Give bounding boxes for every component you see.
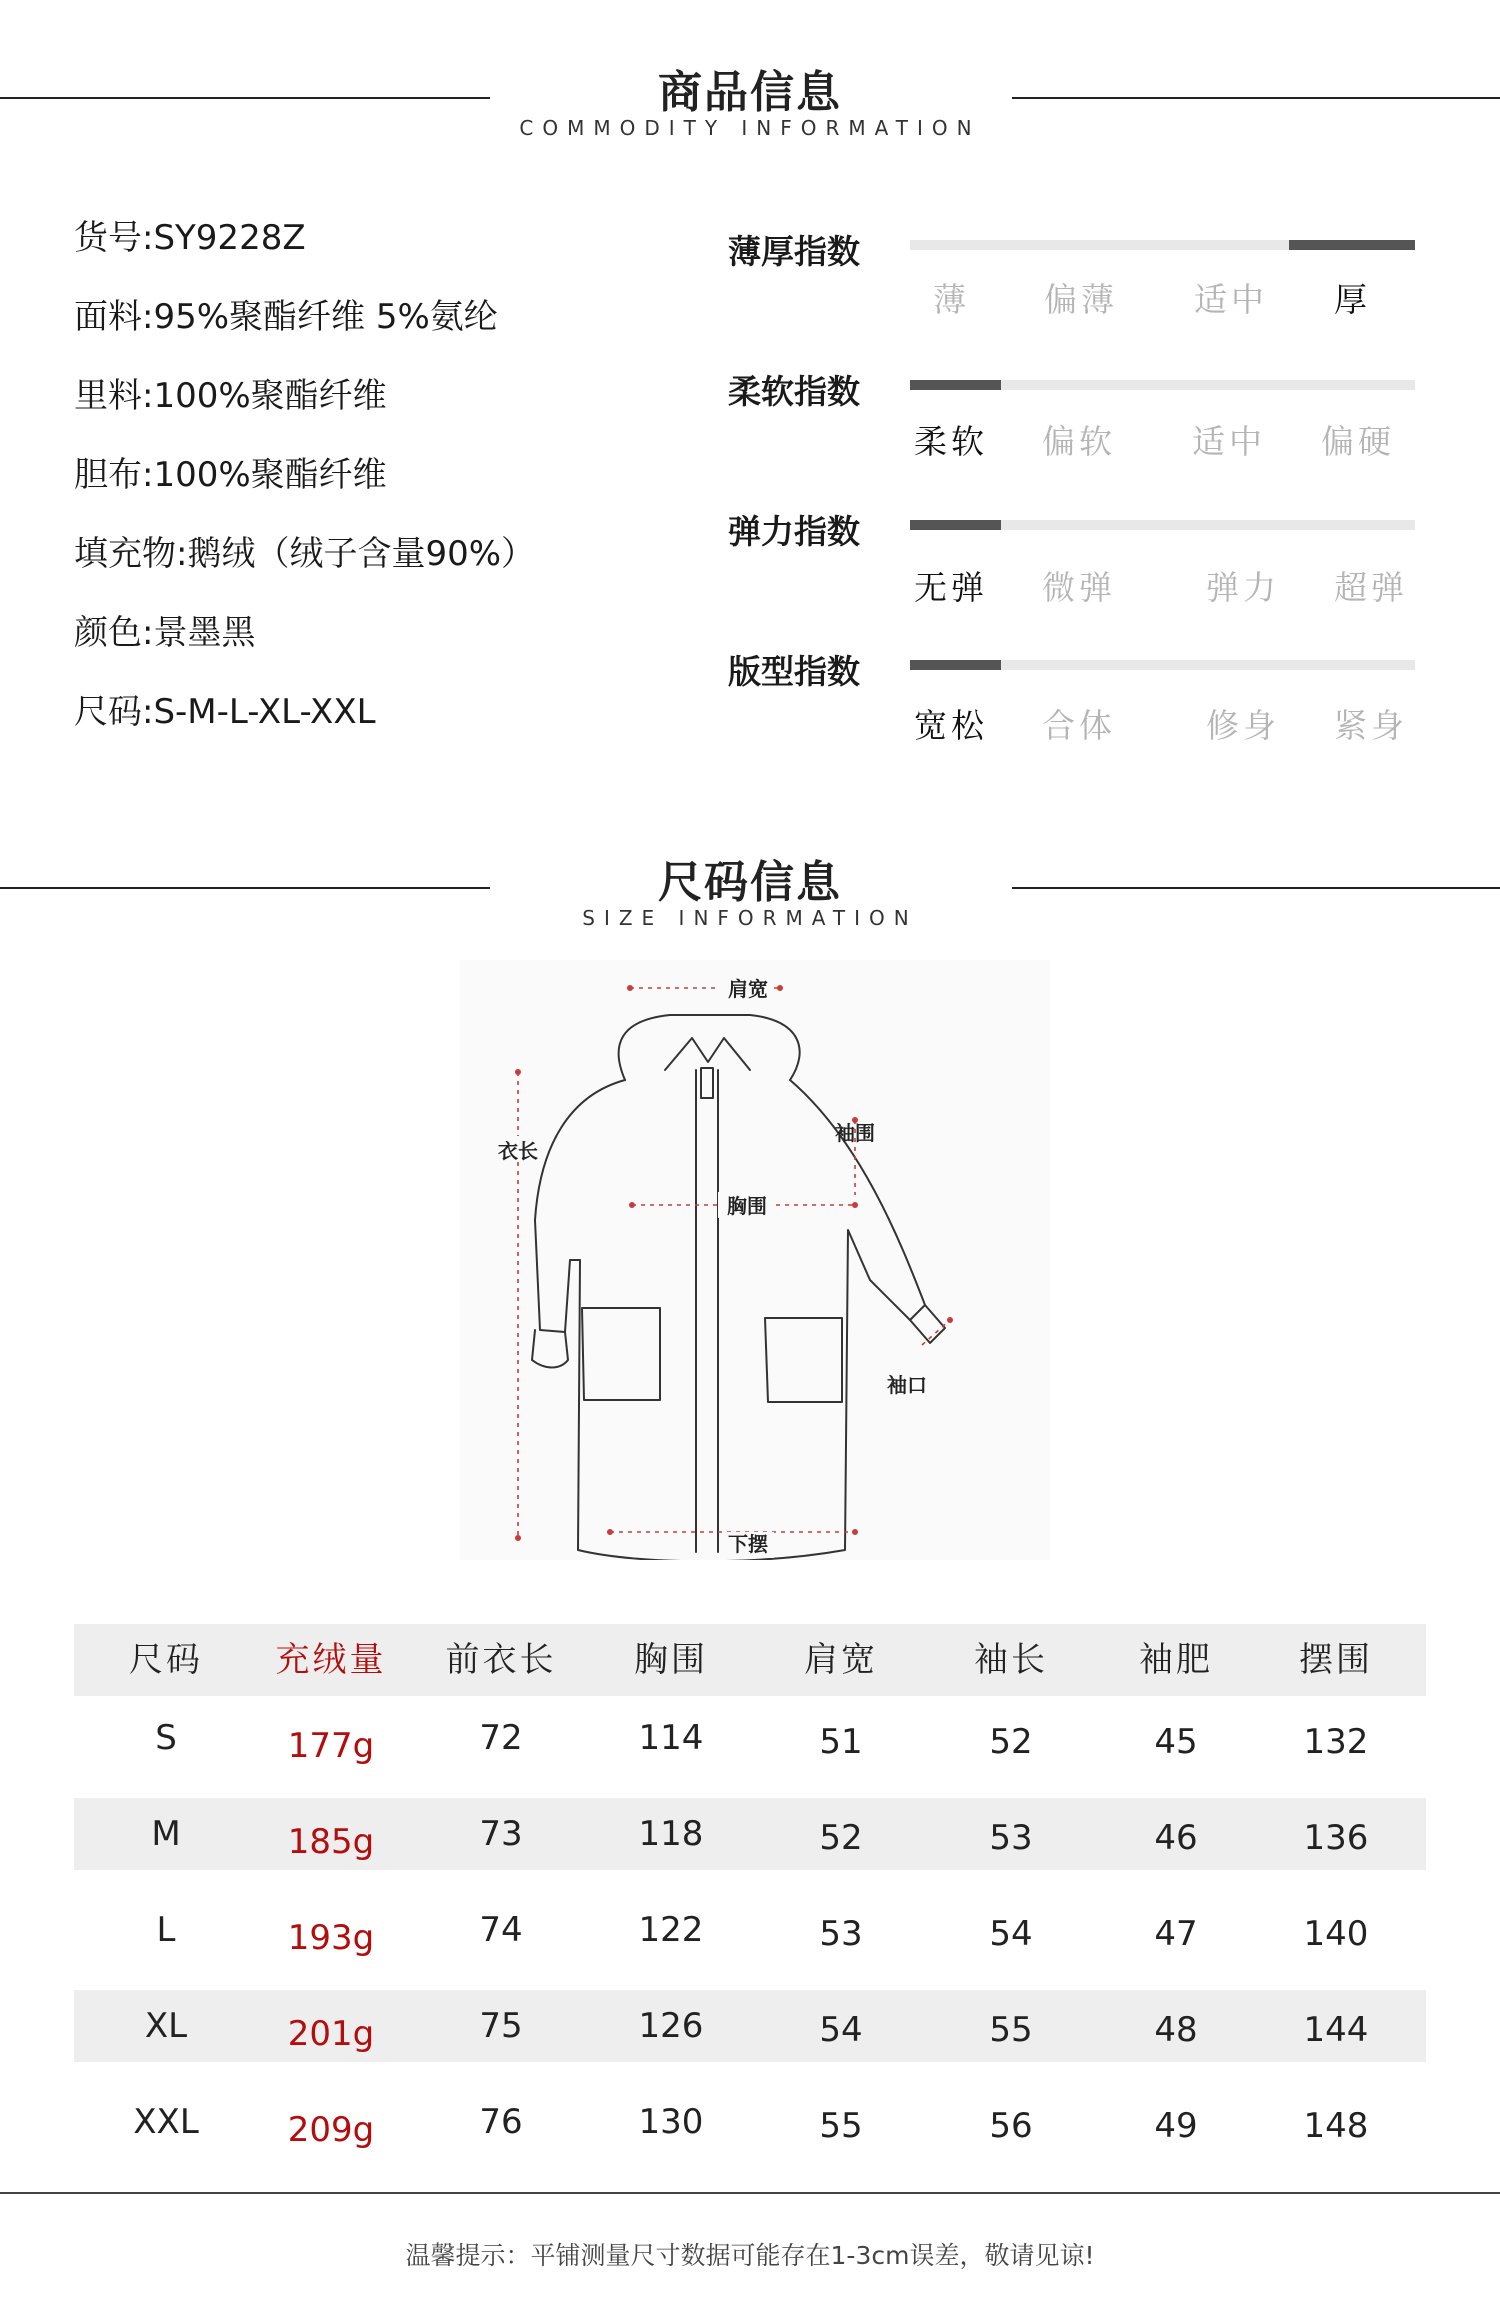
table-cell: 53: [819, 1914, 863, 1954]
hem-label: 下摆: [728, 1532, 768, 1556]
table-cell: M: [151, 1814, 181, 1854]
table-cell: 48: [1154, 2010, 1198, 2050]
index-track: [910, 660, 1415, 670]
header-cell: 袖长: [974, 1640, 1048, 1680]
index-fill: [1289, 240, 1415, 250]
index-title: 薄厚指数: [728, 232, 860, 271]
table-cell: 126: [638, 2006, 704, 2046]
index-option: 适中: [1192, 422, 1266, 461]
table-cell: 130: [638, 2102, 704, 2142]
index-option: 紧身: [1334, 706, 1408, 745]
table-cell: 76: [479, 2102, 523, 2142]
marker-dot: [777, 985, 783, 991]
spec-filling: 填充物:鹅绒（绒子含量90%）: [74, 534, 536, 574]
marker-dot: [627, 985, 633, 991]
table-cell: 209g: [287, 2110, 375, 2150]
index-fill: [910, 660, 1001, 670]
table-cell: 193g: [287, 1918, 375, 1958]
size-title: 尺码信息: [658, 857, 842, 908]
table-row: [74, 1798, 1426, 1870]
table-cell: 53: [989, 1818, 1033, 1858]
table-cell: 144: [1303, 2010, 1369, 2050]
spec-item-no: 货号:SY9228Z: [74, 218, 306, 258]
index-fill: [910, 520, 1001, 530]
marker-dot: [515, 1535, 521, 1541]
table-cell: 56: [989, 2106, 1033, 2146]
table-row: [74, 1702, 1426, 1774]
table-cell: 45: [1154, 1722, 1198, 1762]
table-cell: 136: [1303, 1818, 1369, 1858]
index-option: 偏软: [1042, 422, 1116, 461]
index-option: 薄: [933, 280, 970, 319]
size-section-header: [0, 840, 1500, 950]
table-cell: 118: [638, 1814, 704, 1854]
marker-dot: [515, 1069, 521, 1075]
index-option: 偏薄: [1044, 280, 1118, 319]
spec-lining: 里料:100%聚酯纤维: [74, 376, 387, 416]
index-option: 偏硬: [1321, 422, 1395, 461]
index-option: 适中: [1194, 280, 1268, 319]
spec-sizes: 尺码:S-M-L-XL-XXL: [74, 692, 376, 732]
table-cell: 49: [1154, 2106, 1198, 2146]
commodity-title: 商品信息: [658, 67, 842, 118]
measurement-note: 温馨提示：平铺测量尺寸数据可能存在1-3cm误差，敬请见谅!: [405, 2241, 1095, 2270]
table-cell: 55: [819, 2106, 863, 2146]
marker-dot: [852, 1529, 858, 1535]
index-option: 超弹: [1334, 568, 1408, 607]
index-option: 微弹: [1042, 568, 1116, 607]
table-cell: 140: [1303, 1914, 1369, 1954]
index-option: 柔软: [914, 422, 988, 461]
table-row: [74, 1990, 1426, 2062]
table-row: [74, 2086, 1426, 2158]
table-cell: 72: [479, 1718, 523, 1758]
spec-inner-fabric: 胆布:100%聚酯纤维: [74, 455, 387, 495]
index-option: 修身: [1206, 706, 1280, 745]
table-cell: 74: [479, 1910, 523, 1950]
header-cell: 充绒量: [275, 1640, 387, 1680]
table-cell: 46: [1154, 1818, 1198, 1858]
table-cell: 132: [1303, 1722, 1369, 1762]
chest-label: 胸围: [727, 1194, 767, 1218]
index-track: [910, 240, 1415, 250]
index-option: 合体: [1042, 706, 1116, 745]
marker-dot: [852, 1202, 858, 1208]
table-cell: 122: [638, 1910, 704, 1950]
header-cell: 前衣长: [445, 1640, 557, 1680]
measurement-diagram: [460, 960, 1050, 1560]
index-option: 弹力: [1206, 568, 1280, 607]
table-cell: 55: [989, 2010, 1033, 2050]
cuff-label: 袖口: [887, 1373, 927, 1397]
table-cell: 148: [1303, 2106, 1369, 2146]
table-cell: XL: [144, 2006, 188, 2046]
size-subtitle: SIZE INFORMATION: [582, 906, 918, 930]
shoulder-label: 肩宽: [728, 977, 768, 1001]
index-option: 厚: [1334, 280, 1371, 319]
table-cell: 51: [819, 1722, 863, 1762]
table-cell: L: [156, 1910, 176, 1950]
table-cell: 52: [989, 1722, 1033, 1762]
table-cell: 54: [989, 1914, 1033, 1954]
header-cell: 胸围: [634, 1640, 708, 1680]
spec-color: 颜色:景墨黑: [74, 613, 256, 653]
table-cell: 75: [479, 2006, 523, 2046]
commodity-subtitle: COMMODITY INFORMATION: [519, 116, 981, 140]
header-cell: 肩宽: [804, 1640, 878, 1680]
index-title: 柔软指数: [728, 372, 860, 411]
marker-dot: [607, 1529, 613, 1535]
spec-fabric: 面料:95%聚酯纤维 5%氨纶: [74, 297, 498, 337]
table-cell: 177g: [287, 1726, 375, 1766]
sleeve-label: 袖围: [835, 1121, 875, 1145]
index-track: [910, 520, 1415, 530]
table-cell: 201g: [287, 2014, 375, 2054]
table-header-row: [74, 1624, 1426, 1696]
index-title: 弹力指数: [728, 512, 860, 551]
index-option: 无弹: [914, 568, 988, 607]
index-title: 版型指数: [728, 652, 860, 691]
table-cell: 54: [819, 2010, 863, 2050]
commodity-section-header: [0, 50, 1500, 160]
table-cell: 73: [479, 1814, 523, 1854]
table-row: [74, 1894, 1426, 1966]
index-track: [910, 380, 1415, 390]
table-cell: 52: [819, 1818, 863, 1858]
table-cell: 114: [638, 1718, 704, 1758]
length-label: 衣长: [498, 1139, 538, 1163]
header-cell: 袖肥: [1139, 1640, 1213, 1680]
table-cell: 185g: [287, 1822, 375, 1862]
header-cell: 摆围: [1299, 1640, 1373, 1680]
footer-divider: [0, 2192, 1500, 2194]
table-cell: 47: [1154, 1914, 1198, 1954]
table-cell: S: [155, 1718, 177, 1758]
index-option: 宽松: [914, 706, 988, 745]
marker-dot: [629, 1202, 635, 1208]
header-cell: 尺码: [129, 1640, 203, 1680]
table-cell: XXL: [133, 2102, 199, 2142]
index-fill: [910, 380, 1001, 390]
marker-dot: [947, 1317, 953, 1323]
